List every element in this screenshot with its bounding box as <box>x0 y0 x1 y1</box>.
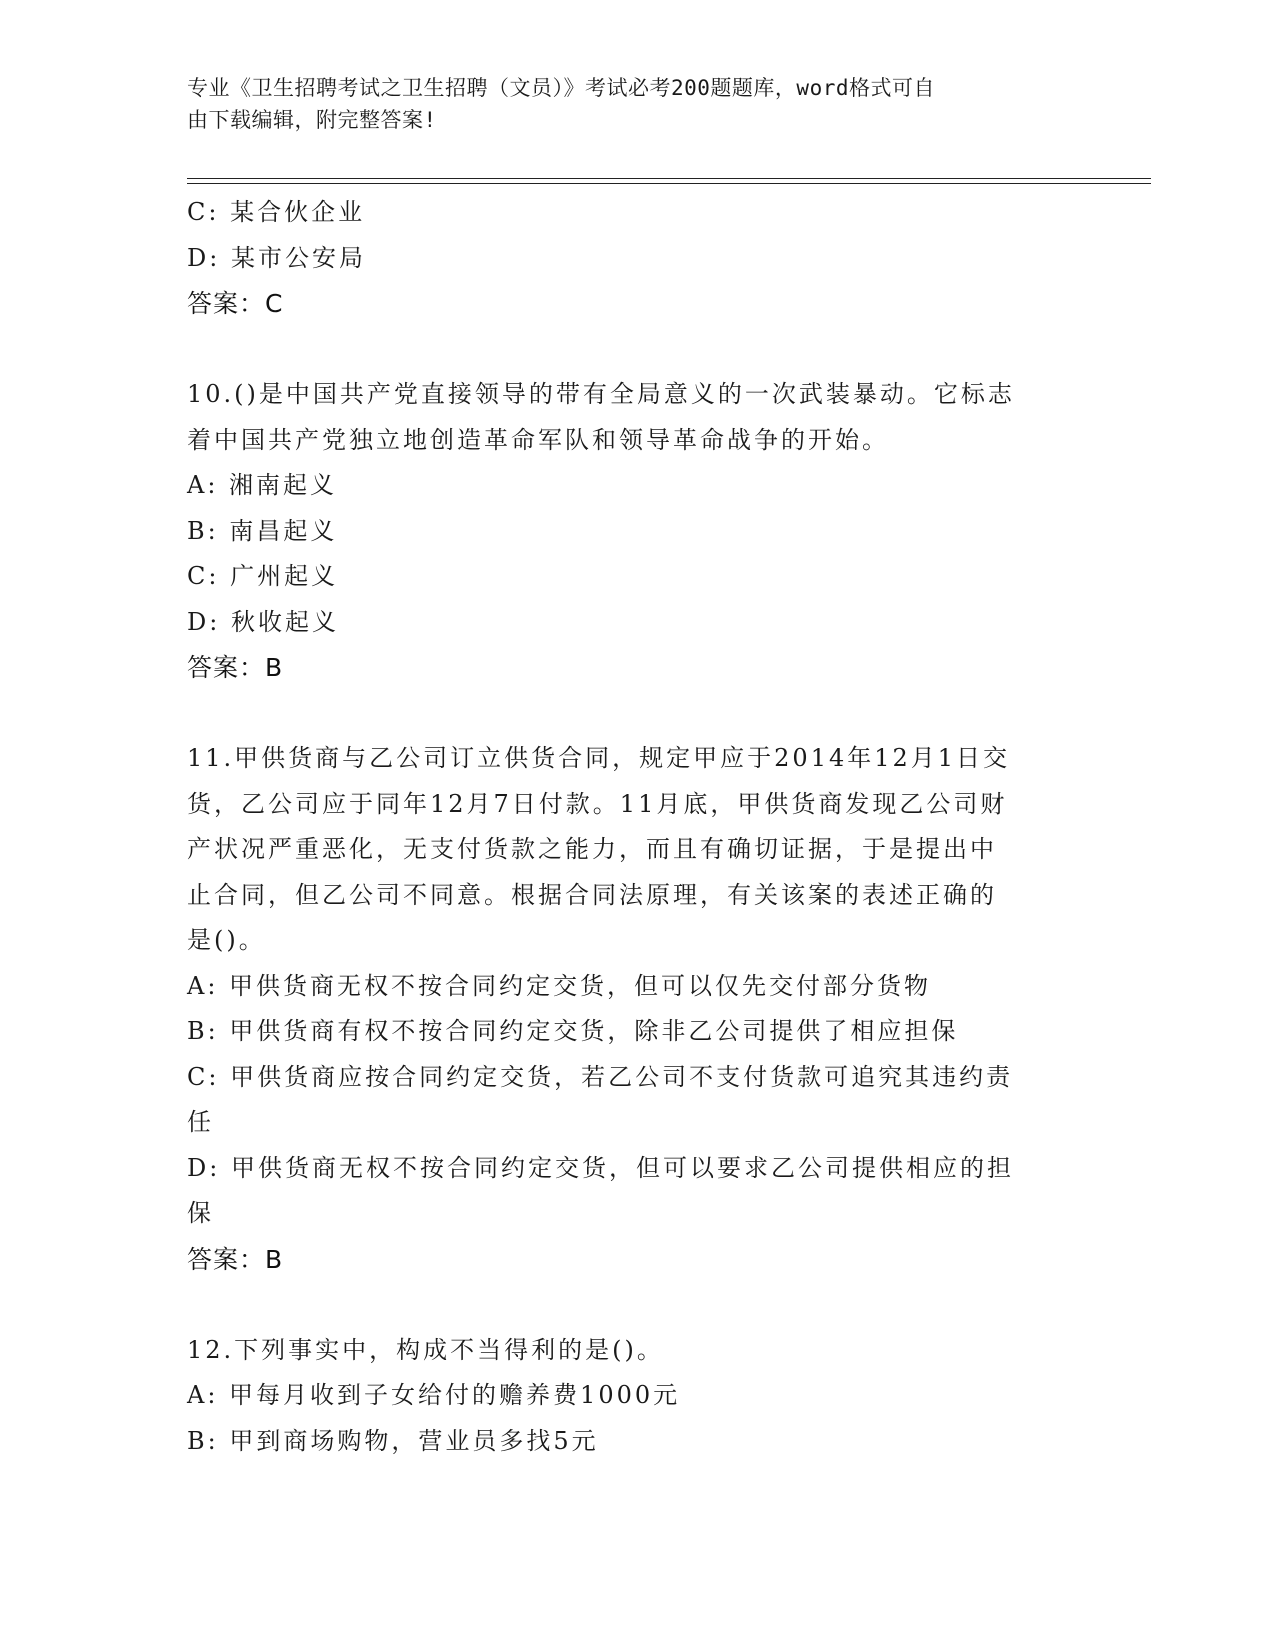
option-c: C: 甲供货商应按合同约定交货，若乙公司不支付货款可追究其违约责 <box>187 1062 1014 1091</box>
question-10 <box>187 372 1087 691</box>
option-d-continued: 保 <box>187 1199 214 1227</box>
header-line-2: 由下载编辑，附完整答案! <box>187 108 437 132</box>
spacer <box>187 327 1087 373</box>
question-stem: 止合同，但乙公司不同意。根据合同法原理，有关该案的表述正确的 <box>187 880 997 909</box>
question-stem: 12.下列事实中，构成不当得利的是()。 <box>187 1335 664 1364</box>
option-a: A: 湘南起义 <box>187 471 338 499</box>
option-a: A: 甲供货商无权不按合同约定交货，但可以仅先交付部分货物 <box>187 971 932 1000</box>
document-body <box>187 190 1087 1464</box>
option-b: B: 南昌起义 <box>187 516 338 545</box>
answer: 答案：B <box>187 653 284 682</box>
option-b: B: 甲供货商有权不按合同约定交货，除非乙公司提供了相应担保 <box>187 1017 959 1045</box>
question-9-tail <box>187 190 1087 327</box>
option-c: C: 某合伙企业 <box>187 198 366 226</box>
question-stem: 着中国共产党独立地创造革命军队和领导革命战争的开始。 <box>187 425 889 454</box>
question-11 <box>187 736 1087 1282</box>
header-divider-top <box>187 178 1151 179</box>
question-stem: 10.()是中国共产党直接领导的带有全局意义的一次武装暴动。它标志 <box>187 380 1015 408</box>
option-d: D: 某市公安局 <box>187 243 366 272</box>
answer: 答案：C <box>187 289 284 318</box>
spacer <box>187 1282 1087 1328</box>
question-stem: 产状况严重恶化，无支付货款之能力，而且有确切证据，于是提出中 <box>187 835 997 863</box>
question-12 <box>187 1328 1087 1465</box>
header-line-1: 专业《卫生招聘考试之卫生招聘（文员）》考试必考200题题库，word格式可自 <box>187 76 935 100</box>
option-d: D: 秋收起义 <box>187 607 339 636</box>
spacer <box>187 691 1087 737</box>
option-c: C: 广州起义 <box>187 562 339 590</box>
option-a: A: 甲每月收到子女给付的赡养费1000元 <box>187 1381 681 1409</box>
question-stem: 货，乙公司应于同年12月7日付款。11月底，甲供货商发现乙公司财 <box>187 789 1008 818</box>
option-d: D: 甲供货商无权不按合同约定交货，但可以要求乙公司提供相应的担 <box>187 1153 1014 1182</box>
question-stem: 11.甲供货商与乙公司订立供货合同，规定甲应于2014年12月1日交 <box>187 744 1011 772</box>
option-b: B: 甲到商场购物，营业员多找5元 <box>187 1426 599 1455</box>
page-header <box>187 72 1067 136</box>
question-stem: 是()。 <box>187 926 266 954</box>
answer: 答案：B <box>187 1244 284 1274</box>
header-divider-bottom <box>187 183 1151 184</box>
option-c-continued: 任 <box>187 1108 214 1136</box>
